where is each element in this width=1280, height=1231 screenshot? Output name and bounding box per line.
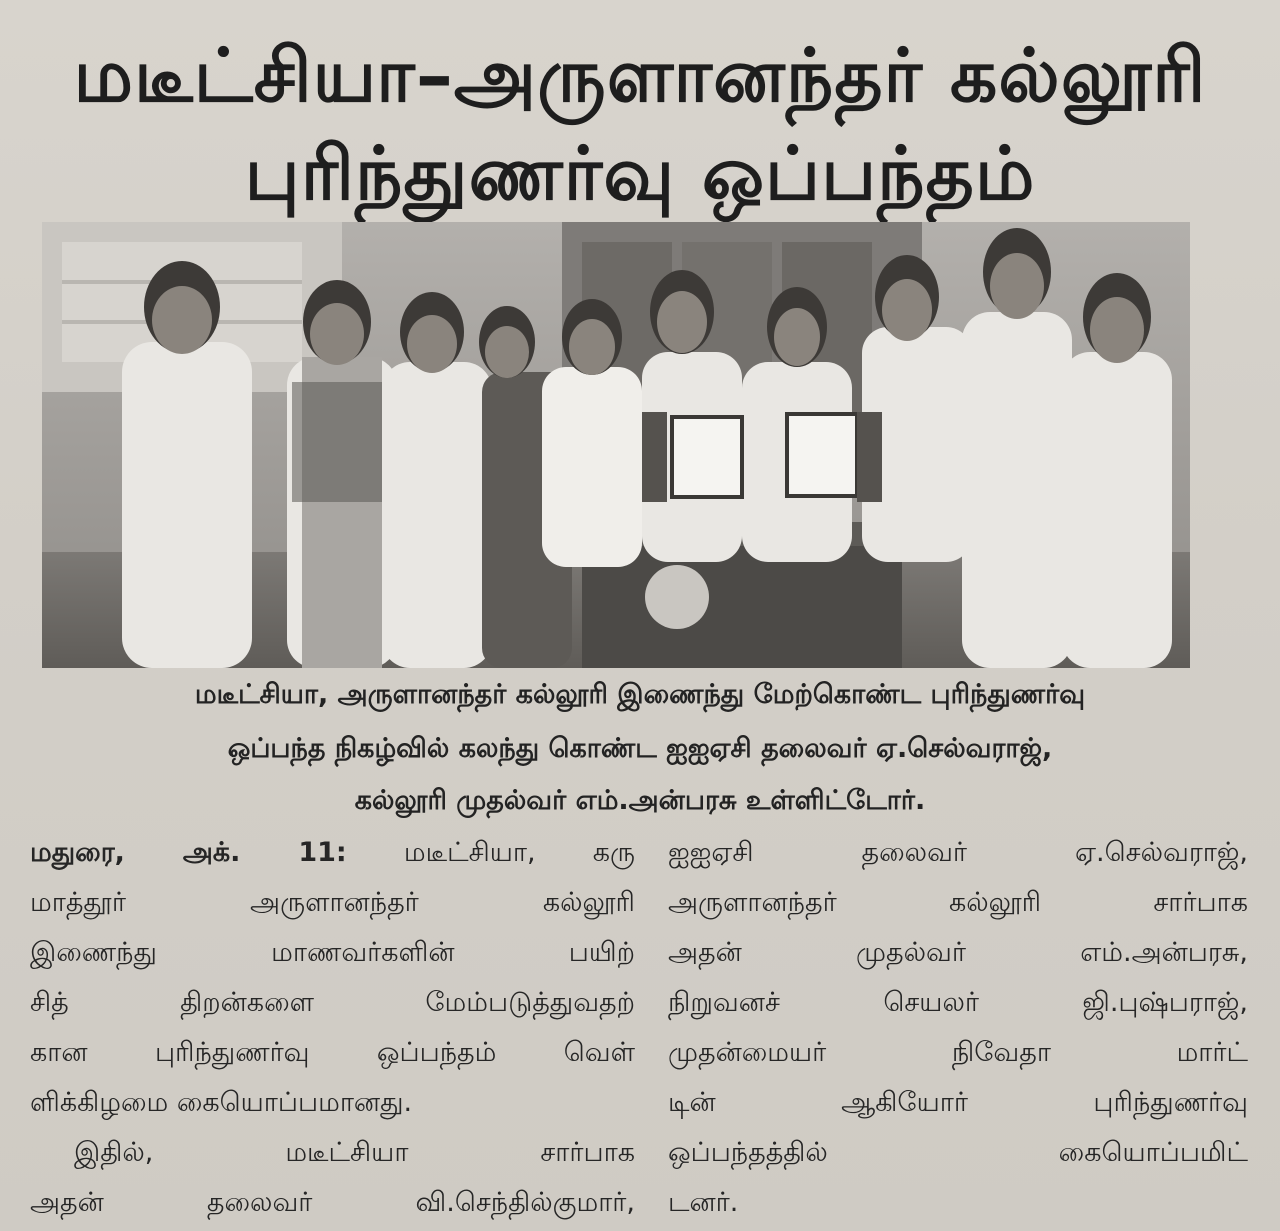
article-line: இதில், மடீட்சியா சார்பாக [74, 1137, 635, 1168]
article-line: ஒப்பந்தத்தில் கையொப்பமிட் [668, 1137, 1248, 1168]
news-photo [42, 222, 1190, 668]
group-photo-illustration [42, 222, 1190, 668]
headline-line-2: புரிந்துணர்வு ஒப்பந்தம் [244, 131, 1036, 217]
headline-line-1: மடீட்சியா–அருளானந்தர் கல்லூரி [73, 33, 1207, 119]
article-line: அதன் தலைவர் வி.செந்தில்குமார், [30, 1187, 635, 1218]
article-line: டின் ஆகியோர் புரிந்துணர்வு [668, 1087, 1248, 1118]
article-line: மதுரை, அக். 11: மடீட்சியா, கரு [30, 837, 635, 868]
article-line: முதன்மையர் நிவேதா மார்ட் [668, 1037, 1248, 1068]
article-line: கான புரிந்துணர்வு ஒப்பந்தம் வெள் [30, 1037, 635, 1068]
article-line: இணைந்து மாணவர்களின் பயிற் [30, 937, 635, 968]
article-line: மாத்தூர் அருளானந்தர் கல்லூரி [30, 887, 635, 918]
photo-caption-line-3: கல்லூரி முதல்வர் எம்.அன்பரசு உள்ளிட்டோர். [354, 785, 926, 816]
article-line: ஐஐஏசி தலைவர் ஏ.செல்வராஜ், [668, 837, 1248, 868]
article-line: டனர். [668, 1187, 739, 1218]
photo-caption-line-1: மடீட்சியா, அருளானந்தர் கல்லூரி இணைந்து மேற்கொண்ட புரிந்துணர்வு [194, 679, 1086, 710]
article-line: அருளானந்தர் கல்லூரி சார்பாக [668, 887, 1248, 918]
article-column-right [668, 828, 1248, 1228]
article-line: சித் திறன்களை மேம்படுத்துவதற் [30, 987, 635, 1018]
article-line: அதன் முதல்வர் எம்.அன்பரசு, [668, 937, 1248, 968]
article-line: நிறுவனச் செயலர் ஜி.புஷ்பராஜ், [668, 987, 1248, 1018]
dateline: மதுரை, அக். 11: [30, 837, 347, 868]
photo-caption-line-2: ஒப்பந்த நிகழ்வில் கலந்து கொண்ட ஐஐஏசி தலைவர் ஏ.செல்வராஜ், [227, 733, 1053, 764]
article-line: ளிக்கிழமை கையொப்பமானது. [30, 1087, 413, 1118]
article-column-left [30, 828, 635, 1228]
